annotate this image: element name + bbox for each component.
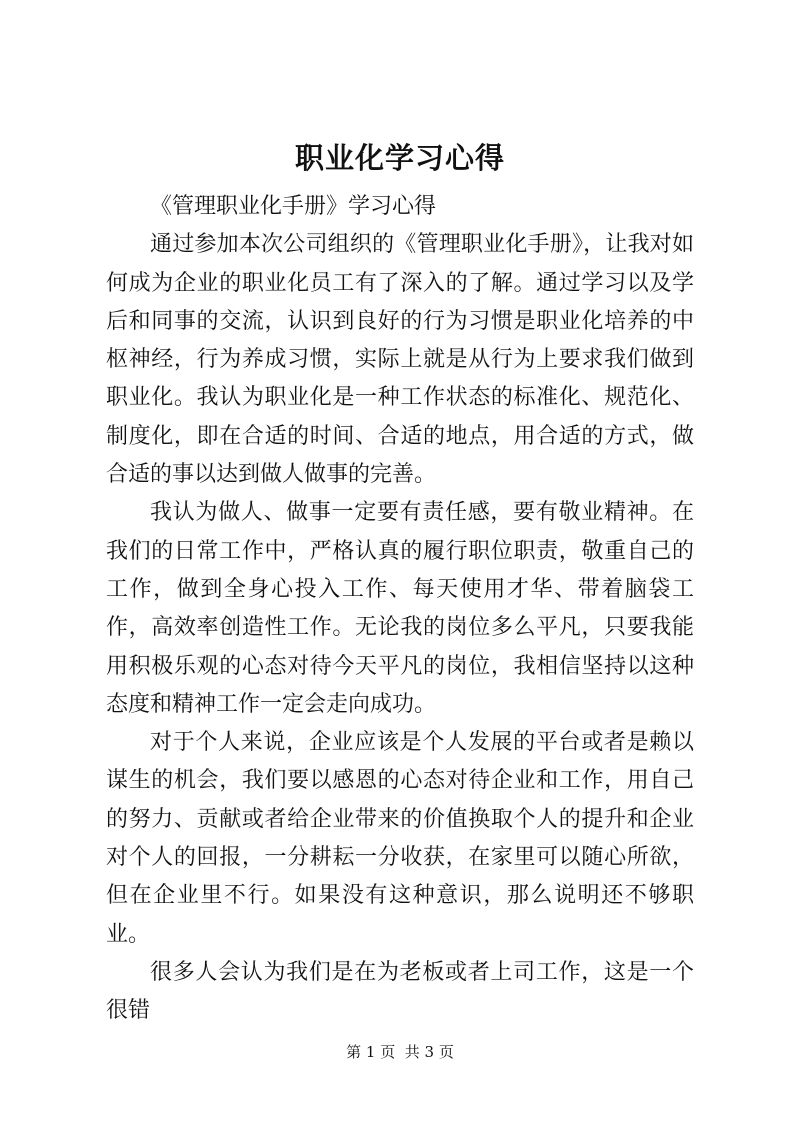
paragraph-subtitle: 《管理职业化手册》学习心得 xyxy=(150,194,437,219)
paragraph: 对于个人来说，企业应该是个人发展的平台或者是赖以谋生的机会，我们要以感恩的心态对待企业和工作，用自己的努力、贡献或者给企业带来的价值换取个人的提升和企业对个人的回报，一分耕耘一分收获，在家里可以随心所欲，但在企业里不行。如果没有这种意识，那么说明还不够职业。 xyxy=(106,730,694,947)
document-body xyxy=(106,188,694,1031)
paragraph: 通过参加本次公司组织的《管理职业化手册》，让我对如何成为企业的职业化员工有了深入的了解。通过学习以及学后和同事的交流，认识到良好的行为习惯是职业化培养的中枢神经，行为养成习惯，实际上就是从行为上要求我们做到职业化。我认为职业化是一种工作状态的标准化、规范化、制度化，即在合适的时间、合适的地点，用合适的方式，做合适的事以达到做人做事的完善。 xyxy=(106,232,694,488)
document-title: 职业化学习心得 xyxy=(294,141,505,175)
paragraph: 我认为做人、做事一定要有责任感，要有敬业精神。在我们的日常工作中，严格认真的履行职位职责，敬重自己的工作，做到全身心投入工作、每天使用才华、带着脑袋工作，高效率创造性工作。无论我的岗位多么平凡，只要我能用积极乐观的心态对待今天平凡的岗位，我相信坚持以这种态度和精神工作一定会走向成功。 xyxy=(106,500,694,717)
page-footer: 第 1 页 共 3 页 xyxy=(346,1043,454,1061)
paragraph: 很多人会认为我们是在为老板或者上司工作，这是一个很错 xyxy=(106,959,694,1024)
